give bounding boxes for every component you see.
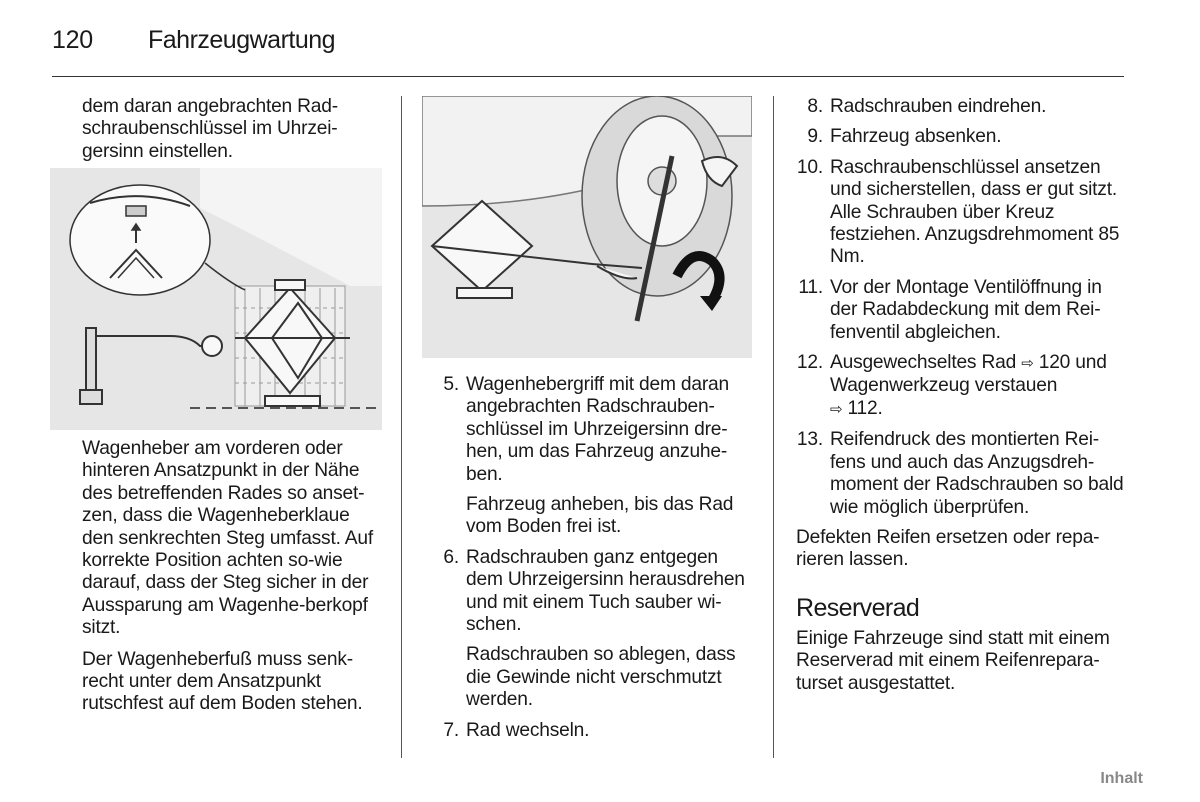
column-left-lower: [82, 438, 382, 725]
page-header: [52, 24, 1124, 77]
jack-foot-instructions: Der Wagenheberfuß muss senk-recht unter dem Ansatzpunkt rutschfest auf dem Boden stehen.: [82, 648, 363, 715]
page-number: 120: [52, 26, 93, 54]
placement-instructions: Wagenheber am vorderen oder hinteren Ansatzpunkt in der Nähe des betreffenden Rades so anset-zen, dass die Wagenheberklaue den senkrechten Steg umfasst. Auf korrekte Position achten so-wie darauf, dass der Steg sicher in der Aussparung am Wagenhe-berkopf sitzt.: [82, 438, 373, 639]
list-item: 11. Vor der Montage Ventilöffnung in der Radabdeckung mit dem Rei-fenventil abgleichen.: [798, 276, 1102, 343]
column-middle: [432, 374, 757, 750]
steps-list-middle: [432, 374, 757, 742]
reserverad-text: Einige Fahrzeuge sind statt mit einem Reserverad mit einem Reifenrepara-turset ausgestattet.: [796, 627, 1110, 694]
contents-link[interactable]: Inhalt: [1100, 770, 1143, 787]
jack-diagram-icon: [50, 168, 382, 430]
list-item: 12. Ausgewechseltes Rad ⇨ 120 und Wagenwerkzeug verstauen ⇨ 112.: [796, 352, 1107, 419]
jack-placement-illustration: [50, 168, 382, 430]
list-item: 13. Reifendruck des montierten Rei-fens und auch das Anzugsdreh-moment der Radschrauben so bald wie möglich überprüfen.: [796, 429, 1124, 518]
crank-rotation-icon: [422, 96, 752, 358]
closing-text: Defekten Reifen ersetzen oder repa-rieren lassen.: [796, 526, 1100, 571]
intro-text: dem daran angebrachten Rad-schraubenschlüssel im Uhrzei-gersinn einstellen.: [82, 96, 338, 162]
column-divider: [401, 96, 402, 758]
column-right: [796, 96, 1126, 695]
column-divider: [773, 96, 774, 758]
steps-list-right: [796, 96, 1126, 519]
page-ref-link[interactable]: 112.: [847, 397, 883, 419]
list-item: 7. Rad wechseln.: [443, 719, 590, 741]
page-ref-arrow-icon: ⇨: [830, 400, 843, 418]
list-item: 8. Radschrauben eindrehen.: [807, 96, 1047, 117]
column-left: [82, 96, 382, 172]
page-ref-arrow-icon: ⇨: [1021, 355, 1034, 373]
list-item: 9. Fahrzeug absenken.: [807, 126, 1002, 148]
section-title: Fahrzeugwartung: [148, 26, 336, 54]
list-item: 5. Wagenhebergriff mit dem daran angebrachten Radschrauben-schlüssel im Uhrzeigersinn dre-hen, um das Fahrzeug anzuhe-ben. Fahrzeug anheben, bis das Rad vom Boden frei ist.: [443, 374, 734, 538]
list-item: 6. Radschrauben ganz entgegen dem Uhrzeigersinn herausdrehen und mit einem Tuch sauber wi-schen. Radschrauben so ablegen, dass die Gewinde nicht verschmutzt werden.: [443, 546, 745, 711]
page-ref-link[interactable]: 120: [1038, 352, 1071, 374]
list-item: 10. Raschraubenschlüssel ansetzen und sicherstellen, dass er gut sitzt. Alle Schrauben über Kreuz festziehen. Anzugsdrehmoment 85 Nm.: [796, 156, 1120, 268]
jack-crank-illustration: [422, 96, 752, 358]
subheading-reserverad: Reserverad: [796, 593, 920, 622]
